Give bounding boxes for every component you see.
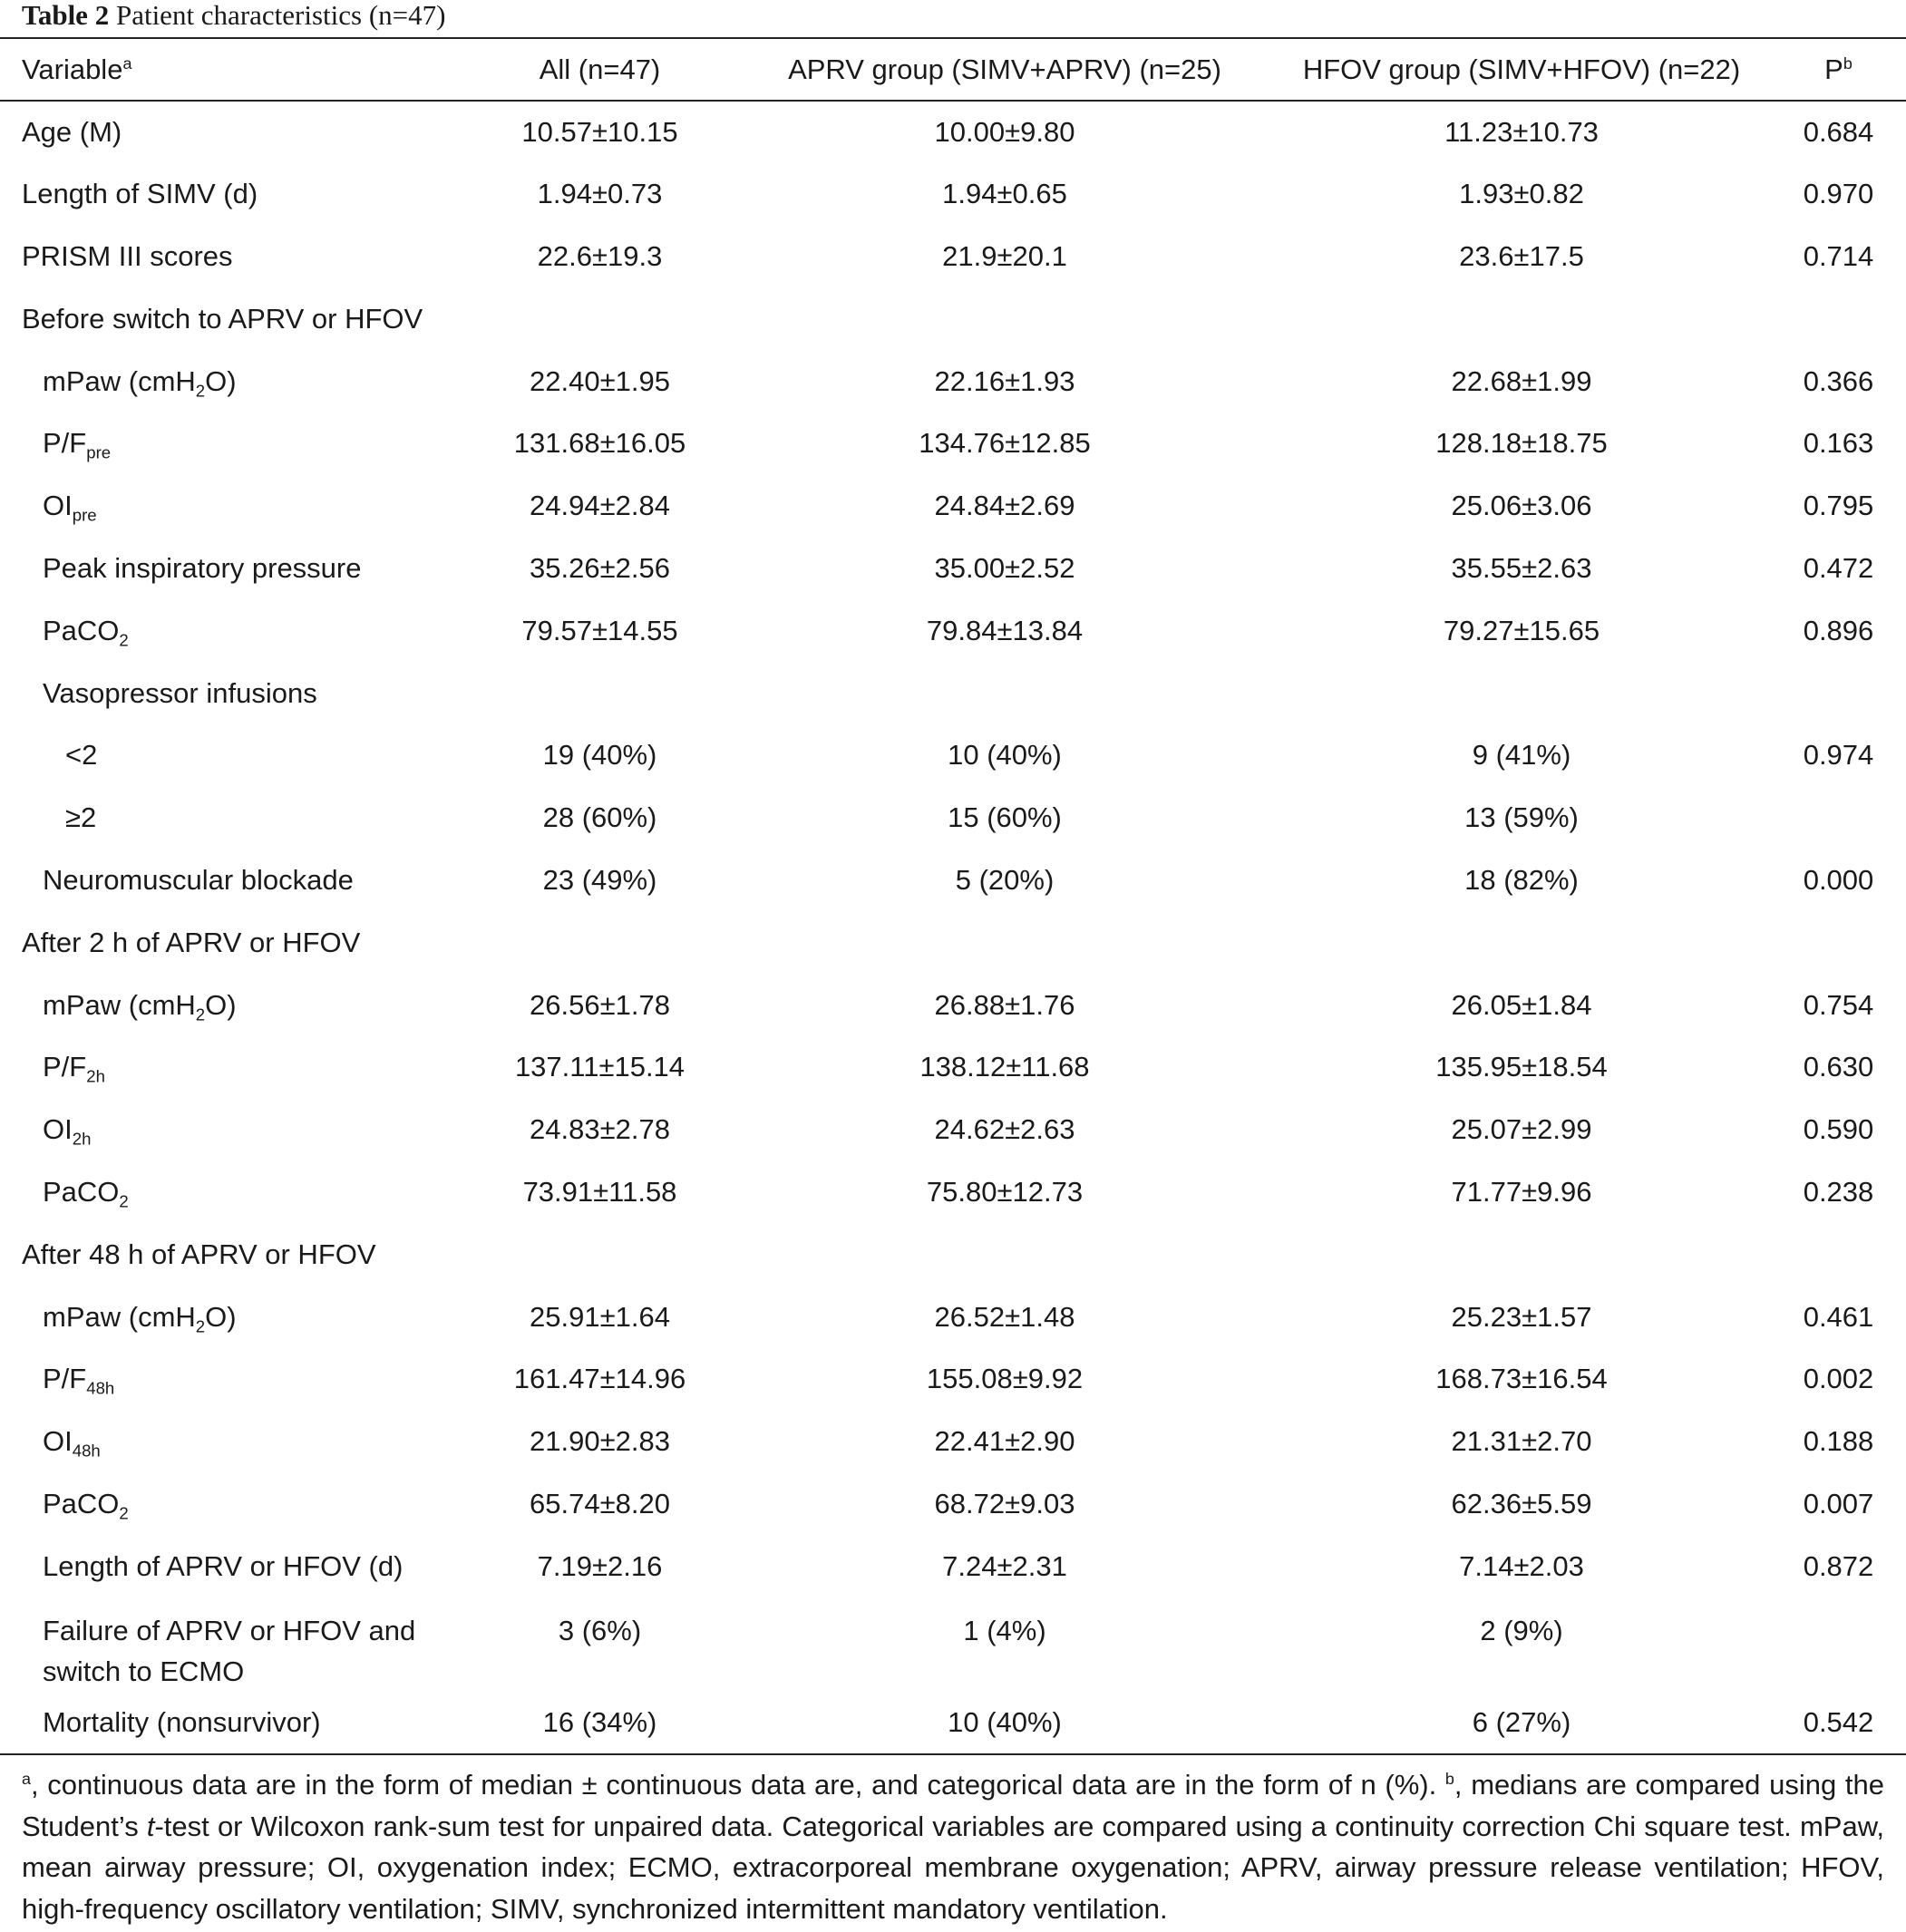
cell-hfov: 23.6±17.5 [1459, 239, 1584, 272]
header-p-value: $P^b$ [1771, 38, 1906, 101]
cell-all: 25.91±1.64 [530, 1300, 670, 1333]
row-label: Peak inspiratory pressure [43, 551, 362, 584]
cell-p-value [1771, 1597, 1906, 1692]
table-row [0, 163, 1906, 226]
cell-p-value: 0.754 [1803, 988, 1874, 1021]
row-label: After 48 h of APRV or HFOV [22, 1238, 376, 1270]
cell-all: 16 (34%) [462, 1692, 737, 1754]
row-label: $P/F_{2h}$ [43, 1051, 105, 1086]
table-row [0, 787, 1906, 849]
cell-hfov [1272, 911, 1771, 974]
row-label: $P/F_{pre}$ [43, 427, 112, 462]
cell-aprv: 22.16±1.93 [934, 364, 1075, 397]
cell-hfov: 1.93±0.82 [1459, 178, 1584, 210]
cell-hfov: 128.18±18.75 [1435, 427, 1608, 460]
row-label: Length of SIMV (d) [22, 178, 258, 210]
cell-p-value: 0.896 [1803, 614, 1874, 646]
cell-hfov: 18 (82%) [1464, 863, 1579, 896]
table-row [0, 1473, 1906, 1536]
cell-p-value: 0.630 [1803, 1051, 1874, 1083]
header-hfov-group: HFOV group (SIMV+HFOV) (n=22) [1272, 38, 1771, 101]
table-row [0, 1161, 1906, 1224]
cell-all: 19 (40%) [542, 739, 657, 772]
row-label: PRISM III scores [22, 239, 233, 272]
cell-aprv: 24.84±2.69 [934, 490, 1075, 522]
row-label: Mortality (nonsurvivor) [0, 1692, 462, 1754]
cell-p-value: 0.872 [1803, 1549, 1874, 1582]
cell-aprv: 10.00±9.80 [934, 115, 1075, 148]
cell-hfov: 9 (41%) [1472, 739, 1571, 772]
cell-all: 79.57±14.55 [521, 614, 678, 646]
cell-all: 24.94±2.84 [530, 490, 670, 522]
cell-aprv: 5 (20%) [955, 863, 1055, 896]
row-label: Length of APRV or HFOV (d) [43, 1549, 404, 1582]
cell-all: 65.74±8.20 [530, 1487, 670, 1519]
cell-p-value [1771, 662, 1906, 724]
cell-hfov: 2 (9%) [1480, 1615, 1563, 1647]
cell-hfov: 25.07±2.99 [1451, 1113, 1592, 1146]
table-row [0, 849, 1906, 912]
cell-hfov: 26.05±1.84 [1451, 988, 1592, 1021]
cell-all: 23 (49%) [542, 863, 657, 896]
row-label: <2 [65, 739, 98, 772]
cell-all: 1.94±0.73 [537, 178, 663, 210]
cell-all: 22.6±19.3 [537, 239, 663, 272]
row-label: mPaw (cmH$_2$O) [43, 1300, 237, 1336]
table-row [0, 1099, 1906, 1161]
cell-p-value: 0.974 [1803, 739, 1874, 772]
table-row [0, 101, 1906, 163]
cell-all: 73.91±11.58 [522, 1175, 677, 1208]
table-row [0, 1535, 1906, 1597]
cell-all [462, 1223, 737, 1286]
table-row [0, 1411, 1906, 1473]
cell-hfov: 21.31±2.70 [1451, 1425, 1592, 1458]
cell-all: 24.83±2.78 [530, 1113, 670, 1146]
table-row [0, 724, 1906, 787]
table-row [0, 1597, 1906, 1692]
row-label: $P/F_{48h}$ [43, 1363, 115, 1398]
table-row [0, 1223, 1906, 1286]
cell-aprv: 10 (40%) [737, 1692, 1272, 1754]
cell-p-value: 0.542 [1771, 1692, 1906, 1754]
cell-all: 22.40±1.95 [530, 364, 670, 397]
cell-p-value: 0.461 [1803, 1300, 1874, 1333]
table-row [0, 1692, 1906, 1754]
cell-aprv: 155.08±9.92 [926, 1363, 1084, 1395]
row-label: PaCO$_2$ [43, 1175, 129, 1211]
cell-hfov: 135.95±18.54 [1435, 1051, 1608, 1083]
row-label: $OI_{2h}$ [43, 1113, 92, 1149]
cell-all: 3 (6%) [558, 1615, 642, 1647]
table-row [0, 911, 1906, 974]
header-aprv-group: APRV group (SIMV+APRV) (n=25) [737, 38, 1272, 101]
table-row [0, 662, 1906, 724]
table-row [0, 599, 1906, 662]
cell-hfov: 62.36±5.59 [1451, 1487, 1592, 1519]
table-body [0, 101, 1906, 1754]
cell-aprv: 24.62±2.63 [934, 1113, 1075, 1146]
cell-aprv: 26.52±1.48 [934, 1300, 1075, 1333]
cell-p-value: 0.684 [1803, 115, 1874, 148]
cell-all: 161.47±14.96 [513, 1363, 686, 1395]
table-row [0, 413, 1906, 475]
table-row [0, 226, 1906, 288]
table-row [0, 350, 1906, 413]
cell-p-value: 0.188 [1803, 1425, 1874, 1458]
cell-hfov: 79.27±15.65 [1443, 614, 1600, 646]
cell-p-value [1771, 1223, 1906, 1286]
header-all: All (n=47) [462, 38, 737, 101]
table-row [0, 538, 1906, 600]
cell-p-value [1771, 287, 1906, 350]
cell-aprv: 10 (40%) [948, 739, 1062, 772]
cell-all: 26.56±1.78 [530, 988, 670, 1021]
row-label: Failure of APRV or HFOV and switch to ECMO [43, 1615, 416, 1688]
cell-all: 21.90±2.83 [530, 1425, 670, 1458]
cell-aprv: 15 (60%) [948, 801, 1062, 834]
cell-hfov: 22.68±1.99 [1451, 364, 1592, 397]
cell-hfov: 25.23±1.57 [1451, 1300, 1592, 1333]
table-row [0, 1286, 1906, 1348]
cell-hfov: 7.14±2.03 [1459, 1549, 1584, 1582]
row-label: mPaw (cmH$_2$O) [43, 364, 237, 401]
cell-aprv: 35.00±2.52 [934, 551, 1075, 584]
cell-aprv: 68.72±9.03 [934, 1487, 1075, 1519]
cell-p-value: 0.163 [1803, 427, 1874, 460]
cell-hfov: 168.73±16.54 [1435, 1363, 1608, 1395]
cell-p-value [1771, 787, 1906, 849]
cell-p-value: 0.795 [1803, 490, 1874, 522]
table-row [0, 1036, 1906, 1099]
table-row [0, 1348, 1906, 1411]
table-header-row [0, 38, 1906, 101]
cell-aprv: 1 (4%) [963, 1615, 1046, 1647]
cell-aprv: 134.76±12.85 [919, 427, 1091, 460]
row-label: Before switch to APRV or HFOV [22, 302, 423, 335]
cell-all [462, 287, 737, 350]
cell-hfov: 11.23±10.73 [1444, 115, 1599, 148]
cell-hfov: 25.06±3.06 [1451, 490, 1592, 522]
cell-aprv: 22.41±2.90 [934, 1425, 1075, 1458]
patient-characteristics-table [0, 37, 1906, 1755]
row-label: $OI_{pre}$ [43, 490, 97, 525]
row-label: Vasopressor infusions [43, 676, 317, 709]
cell-aprv: 1.94±0.65 [942, 178, 1067, 210]
row-label: Age (M) [22, 115, 122, 148]
cell-aprv: 26.88±1.76 [934, 988, 1075, 1021]
row-label: After 2 h of APRV or HFOV [22, 926, 361, 958]
cell-p-value: 0.007 [1803, 1487, 1874, 1519]
cell-all: 7.19±2.16 [537, 1549, 663, 1582]
cell-aprv: 7.24±2.31 [942, 1549, 1067, 1582]
row-label: PaCO$_2$ [43, 614, 129, 650]
cell-aprv [737, 662, 1272, 724]
cell-aprv [737, 1223, 1272, 1286]
cell-all: 10.57±10.15 [521, 115, 678, 148]
header-variable: Variable$^a$ [0, 38, 462, 101]
cell-aprv: 79.84±13.84 [926, 614, 1084, 646]
table-footnote: $^a$, continuous data are in the form of median ± continuous data are, and categorical data are in the form of n (%). $^b$, medians are compared using the Student’s t-test or Wilcoxon rank-sum test for unpaired data. Categorical variables are compared using a continuity correction Chi square test. mPaw, mean airway pressure; OI, oxygenation index; ECMO, extracorporeal membrane oxygenation; APRV, airway pressure release ventilation; HFOV, high-frequency oscillatory ventilation; SIMV, synchronized intermittent mandatory ventilation. [22, 1769, 1884, 1925]
cell-hfov: 35.55±2.63 [1451, 551, 1592, 584]
row-label: ≥2 [65, 801, 97, 834]
cell-all: 131.68±16.05 [513, 427, 686, 460]
cell-all [462, 662, 737, 724]
cell-p-value [1771, 911, 1906, 974]
cell-aprv [737, 287, 1272, 350]
table-row [0, 287, 1906, 350]
cell-hfov: 13 (59%) [1464, 801, 1579, 834]
cell-p-value: 0.714 [1803, 239, 1874, 272]
cell-all [462, 911, 737, 974]
cell-aprv: 75.80±12.73 [926, 1175, 1084, 1208]
cell-p-value: 0.590 [1803, 1113, 1874, 1146]
cell-aprv: 138.12±11.68 [919, 1051, 1090, 1083]
cell-p-value: 0.366 [1803, 364, 1874, 397]
cell-hfov [1272, 662, 1771, 724]
cell-hfov [1272, 287, 1771, 350]
cell-p-value: 0.238 [1803, 1175, 1874, 1208]
row-label: PaCO$_2$ [43, 1487, 129, 1523]
cell-hfov [1272, 1223, 1771, 1286]
row-label: $OI_{48h}$ [43, 1425, 101, 1461]
cell-p-value: 0.472 [1803, 551, 1874, 584]
row-label: mPaw (cmH$_2$O) [43, 988, 237, 1024]
table-row [0, 974, 1906, 1036]
cell-all: 35.26±2.56 [530, 551, 670, 584]
cell-p-value: 0.970 [1803, 178, 1874, 210]
cell-p-value: 0.002 [1803, 1363, 1874, 1395]
table-caption [22, 0, 445, 31]
row-label: Neuromuscular blockade [43, 863, 354, 896]
cell-hfov: 6 (27%) [1272, 1692, 1771, 1754]
cell-all: 28 (60%) [542, 801, 657, 834]
cell-aprv: 21.9±20.1 [942, 239, 1067, 272]
table-label: Table 2 [22, 0, 110, 31]
table-row [0, 475, 1906, 538]
cell-p-value: 0.000 [1803, 863, 1874, 896]
cell-all: 137.11±15.14 [514, 1051, 686, 1083]
cell-aprv [737, 911, 1272, 974]
table-title: Patient characteristics (n=47) [115, 0, 446, 31]
cell-hfov: 71.77±9.96 [1451, 1175, 1592, 1208]
